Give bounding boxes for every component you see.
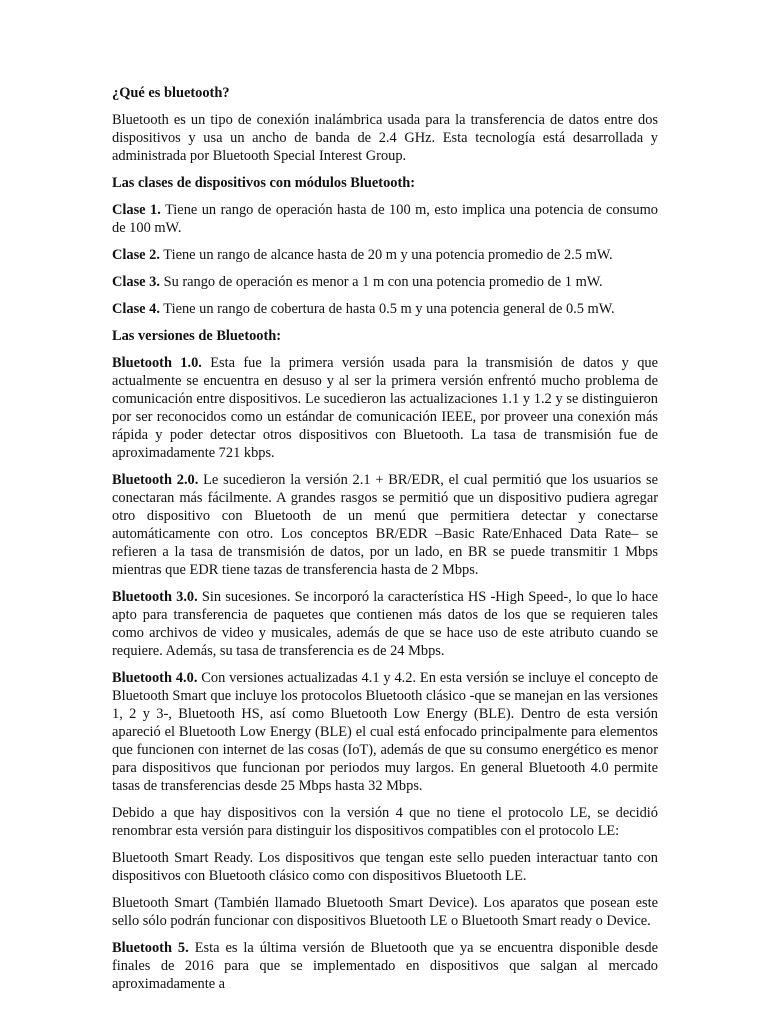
smart-paragraph: Bluetooth Smart (También llamado Bluetooth Smart Device). Los aparatos que posean este sello sólo podrán funcionar con dispositivos Bluetooth LE o Bluetooth Smart ready o Device.	[112, 895, 658, 929]
bt-5-text: Esta es la última versión de Bluetooth que ya se encuentra disponible desde finales de 2016 para que se implementado en dispositivos que salgan al mercado aproximadamente a	[112, 940, 658, 992]
bt-4-text: Con versiones actualizadas 4.1 y 4.2. En esta versión se incluye el concepto de Bluetooth Smart que incluye los protocolos Bluetooth clásico -que se manejan en las versiones 1, 2 y 3-, Bluetooth HS, así como Bluetooth Low Energy (BLE). Dentro de esta versión apareció el Bluetooth Low Energy (BLE) el cual está enfocado principalmente para elementos que funcionen con internet de las cosas (IoT), además de que su consumo energético es menor para dispositivos que funcionan por periodos muy largos. En general Bluetooth 4.0 permite tasas de transferencias desde 25 Mbps hasta 32 Mbps.	[112, 670, 658, 794]
bt-1-lead: Bluetooth 1.0.	[112, 355, 202, 371]
class-4-text: Tiene un rango de cobertura de hasta 0.5 m y una potencia general de 0.5 mW.	[159, 301, 615, 317]
class-2-lead: Clase 2.	[112, 247, 160, 263]
bt-3-text: Sin sucesiones. Se incorporó la característica HS -High Speed-, lo que lo hace apto para transferencia de paquetes que contienen más datos de los que se requieren tales como archivos de video y musicales, además de que se hace uso de este atributo cuando se requiere. Además, su tasa de transferencia es de 24 Mbps.	[112, 589, 658, 659]
class-3-lead: Clase 3.	[112, 274, 160, 290]
bt-2-paragraph	[112, 471, 658, 579]
class-4-paragraph	[112, 300, 658, 318]
le-paragraph: Debido a que hay dispositivos con la versión 4 que no tiene el protocolo LE, se decidió renombrar esta versión para distinguir los dispositivos compatibles con el protocolo LE:	[112, 805, 658, 839]
bt-2-lead: Bluetooth 2.0.	[112, 472, 199, 488]
bt-5-paragraph	[112, 939, 658, 993]
bt-2-text: Le sucedieron la versión 2.1 + BR/EDR, el cual permitió que los usuarios se conectaran más fácilmente. A grandes rasgos se permitió que un dispositivo pudiera agregar otro dispositivo con Bluetooth de un menú que permitiera detectar y conectarse automáticamente con otro. Los conceptos BR/EDR –Basic Rate/Enhaced Data Rate– se refieren a la tasa de transmisión de datos, por un lado, en BR se puede transmitir 1 Mbps mientras que EDR tiene tazas de transferencia hasta de 2 Mbps.	[112, 472, 658, 578]
document-title: ¿Qué es bluetooth?	[112, 85, 230, 101]
class-1-paragraph	[112, 201, 658, 237]
bt-3-paragraph	[112, 588, 658, 660]
bt-3-lead: Bluetooth 3.0.	[112, 589, 198, 605]
class-3-text: Su rango de operación es menor a 1 m con una potencia promedio de 1 mW.	[159, 274, 603, 290]
bt-4-lead: Bluetooth 4.0.	[112, 670, 198, 686]
class-3-paragraph	[112, 273, 658, 291]
class-2-text: Tiene un rango de alcance hasta de 20 m y una potencia promedio de 2.5 mW.	[159, 247, 613, 263]
intro-paragraph: Bluetooth es un tipo de conexión inalámbrica usada para la transferencia de datos entre dos dispositivos y usa un ancho de banda de 2.4 GHz. Esta tecnología está desarrollada y administrada por Bluetooth Special Interest Group.	[112, 112, 658, 164]
smart-ready-paragraph: Bluetooth Smart Ready. Los dispositivos que tengan este sello pueden interactuar tanto con dispositivos con Bluetooth clásico como con dispositivos Bluetooth LE.	[112, 850, 658, 884]
bt-1-paragraph	[112, 354, 658, 462]
classes-heading: Las clases de dispositivos con módulos Bluetooth:	[112, 175, 416, 191]
class-4-lead: Clase 4.	[112, 301, 160, 317]
document-page	[112, 84, 658, 1002]
bt-1-text: Esta fue la primera versión usada para la transmisión de datos y que actualmente se encuentra en desuso y al ser la primera versión enfrentó mucho problema de comunicación entre dispositivos. Le sucedieron las actualizaciones 1.1 y 1.2 y se distinguieron por ser reconocidos como un estándar de comunicación IEEE, por proveer una conexión más rápida y poder detectar otros dispositivos con Bluetooth. La tasa de transmisión fue de aproximadamente 721 kbps.	[112, 355, 658, 461]
bt-4-paragraph	[112, 669, 658, 795]
class-1-text: Tiene un rango de operación hasta de 100 m, esto implica una potencia de consumo de 100 mW.	[112, 202, 658, 236]
bt-5-lead: Bluetooth 5.	[112, 940, 189, 956]
versions-heading: Las versiones de Bluetooth:	[112, 328, 282, 344]
class-1-lead: Clase 1.	[112, 202, 161, 218]
class-2-paragraph	[112, 246, 658, 264]
